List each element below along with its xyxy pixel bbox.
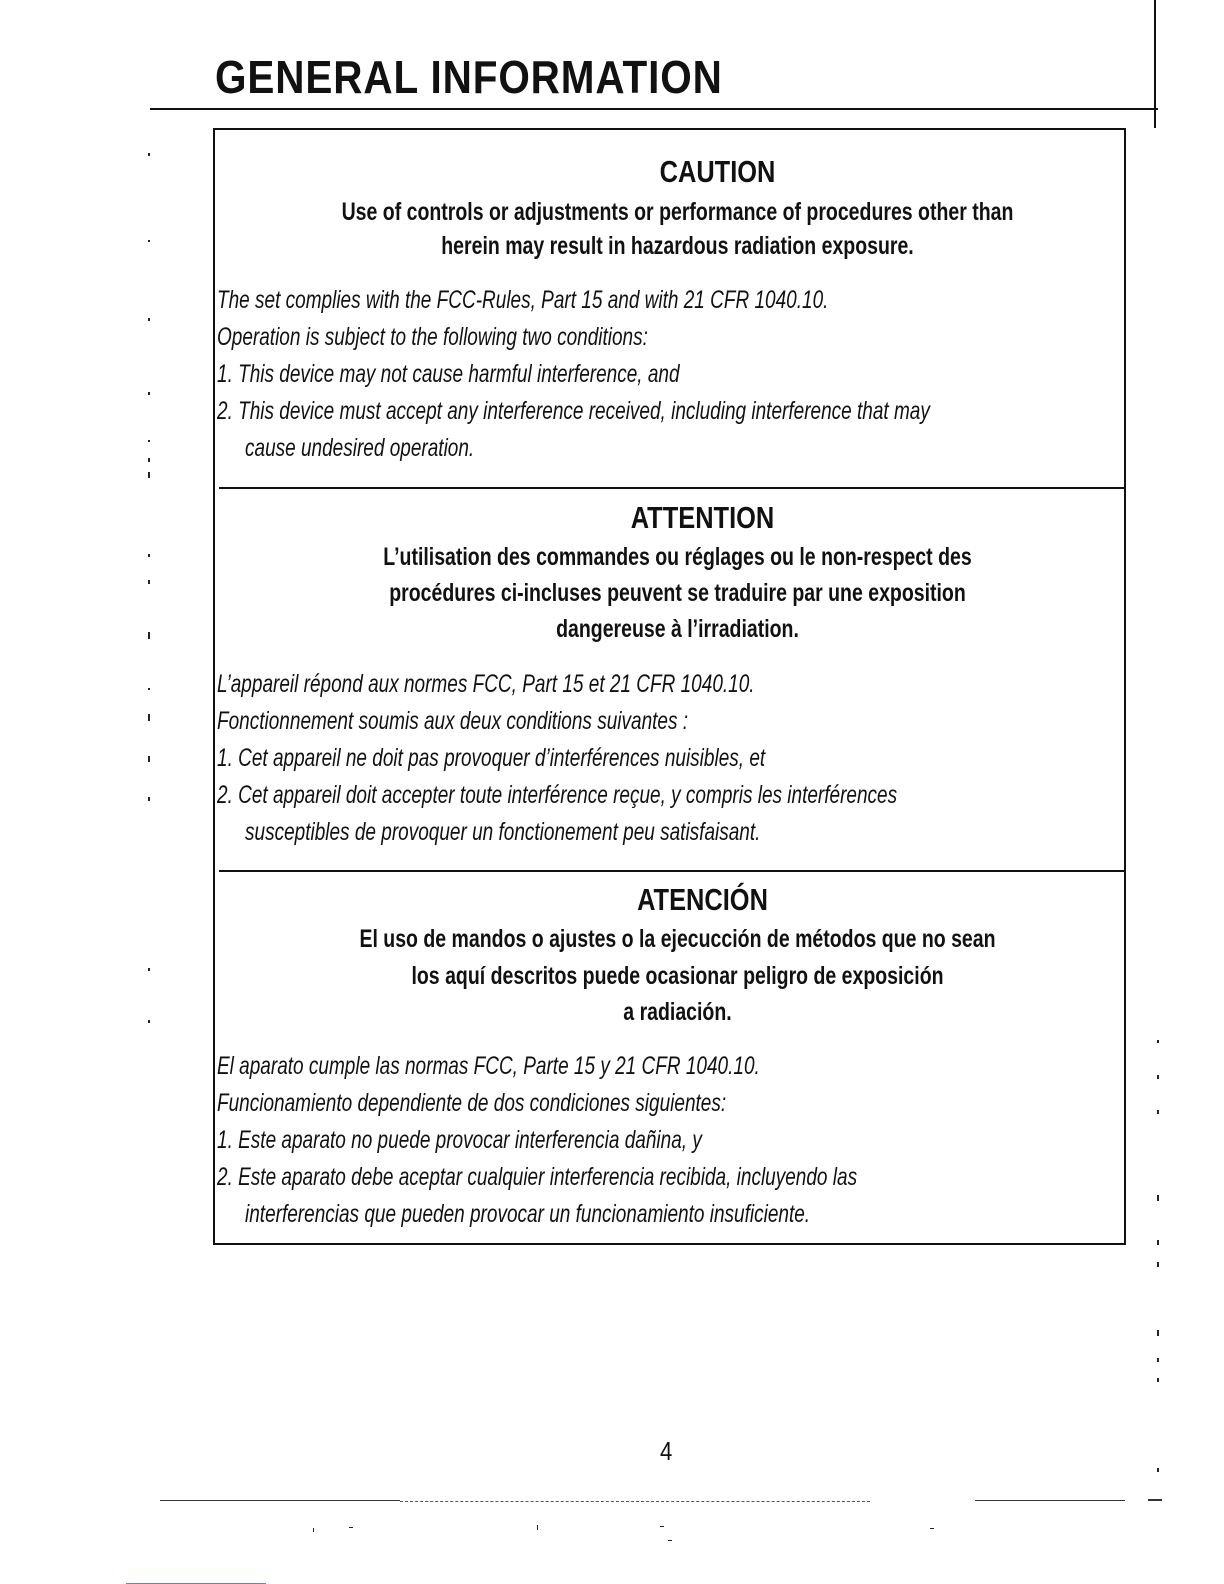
- scan-speck: [148, 1020, 150, 1023]
- scan-speck: [1157, 1040, 1159, 1043]
- right-margin-line: [1154, 0, 1156, 128]
- caution-warning-line-2: herein may result in hazardous radiation exposure.: [441, 232, 914, 260]
- scan-speck: [148, 714, 150, 721]
- caution-notice-line-3: 1. This device may not cause harmful interference, and: [217, 360, 680, 388]
- scan-speck: [1157, 1378, 1159, 1382]
- scan-speck: [148, 392, 150, 395]
- attention-warning-line-1: L’utilisation des commandes ou réglages ou le non-respect des: [383, 543, 972, 571]
- atencion-notice-line-3: 1. Este aparato no puede provocar interferencia dañina, y: [217, 1126, 702, 1154]
- scan-speck: [148, 632, 150, 639]
- section-divider: [219, 870, 1124, 872]
- atencion-warning-line-2: los aquí descritos puede ocasionar peligro de exposición: [411, 962, 944, 990]
- scan-speck: [148, 458, 150, 462]
- scan-speck: [148, 688, 150, 690]
- footer-scan-line: [1148, 1499, 1162, 1501]
- scan-speck: [930, 1528, 934, 1529]
- caution-warning-line-1: Use of controls or adjustments or performance of procedures other than: [341, 198, 1014, 226]
- scan-speck: [1157, 1195, 1159, 1201]
- scan-speck: [148, 554, 150, 557]
- attention-notice-line-4: 2. Cet appareil doit accepter toute interférence reçue, y compris les interférences: [217, 781, 898, 809]
- caution-notice-line-2: Operation is subject to the following two conditions:: [217, 323, 648, 351]
- page-title: GENERAL INFORMATION: [215, 51, 723, 103]
- attention-notice-line-3: 1. Cet appareil ne doit pas provoquer d’interférences nuisibles, et: [217, 744, 766, 772]
- attention-notice-line-5: susceptibles de provoquer un fonctionement peu satisfaisant.: [245, 818, 761, 846]
- section-divider: [219, 487, 1124, 489]
- attention-notice-line-1: L’appareil répond aux normes FCC, Part 15 et 21 CFR 1040.10.: [217, 670, 755, 698]
- scan-speck: [148, 153, 150, 156]
- scan-speck: [349, 1527, 353, 1528]
- scan-speck: [148, 968, 150, 971]
- title-rule: [150, 108, 1158, 110]
- caution-notice-line-1: The set complies with the FCC-Rules, Part 15 and with 21 CFR 1040.10.: [217, 286, 829, 314]
- scan-speck: [313, 1528, 314, 1532]
- atencion-notice-line-1: El aparato cumple las normas FCC, Parte 15 y 21 CFR 1040.10.: [217, 1052, 760, 1080]
- attention-heading: ATTENTION: [630, 500, 775, 535]
- scan-speck: [1157, 1358, 1159, 1362]
- atencion-notice-line-2: Funcionamiento dependiente de dos condiciones siguientes:: [217, 1089, 727, 1117]
- scan-speck: [1157, 1110, 1159, 1114]
- notice-box: [213, 128, 1126, 1245]
- scan-speck: [148, 756, 150, 762]
- scan-speck: [1157, 1075, 1159, 1079]
- scan-speck: [148, 797, 150, 801]
- scan-speck: [148, 440, 150, 442]
- scan-speck: [660, 1526, 664, 1527]
- scan-speck: [148, 318, 150, 321]
- scan-speck: [148, 240, 150, 242]
- attention-notice-line-2: Fonctionnement soumis aux deux conditions suivantes :: [217, 707, 689, 735]
- scan-speck: [1157, 1240, 1159, 1245]
- caution-notice-line-4: 2. This device must accept any interference received, including interference that may: [217, 397, 930, 425]
- atencion-heading: ATENCIÓN: [637, 882, 768, 917]
- atencion-notice-line-4: 2. Este aparato debe aceptar cualquier interferencia recibida, incluyendo las: [217, 1163, 858, 1191]
- scan-speck: [148, 472, 150, 478]
- footer-scan-line: [160, 1500, 400, 1501]
- scan-speck: [668, 1540, 672, 1541]
- scan-speck: [1157, 1262, 1159, 1267]
- scan-speck: [1157, 1468, 1159, 1472]
- caution-notice-line-5: cause undesired operation.: [245, 434, 475, 462]
- atencion-warning-line-3: a radiación.: [623, 998, 732, 1026]
- caution-heading: CAUTION: [659, 154, 776, 189]
- atencion-warning-line-1: El uso de mandos o ajustes o la ejecucción de métodos que no sean: [359, 925, 996, 953]
- scan-speck: [148, 580, 150, 584]
- footer-scan-line: [975, 1500, 1125, 1501]
- footer-scan-line: [400, 1501, 870, 1502]
- page-number: 4: [660, 1436, 673, 1466]
- atencion-notice-line-5: interferencias que pueden provocar un funcionamiento insuficiente.: [245, 1200, 811, 1228]
- attention-warning-line-3: dangereuse à l’irradiation.: [556, 615, 799, 643]
- scan-speck: [1157, 1330, 1159, 1336]
- scan-speck: [537, 1525, 538, 1530]
- attention-warning-line-2: procédures ci-incluses peuvent se traduire par une exposition: [389, 579, 966, 607]
